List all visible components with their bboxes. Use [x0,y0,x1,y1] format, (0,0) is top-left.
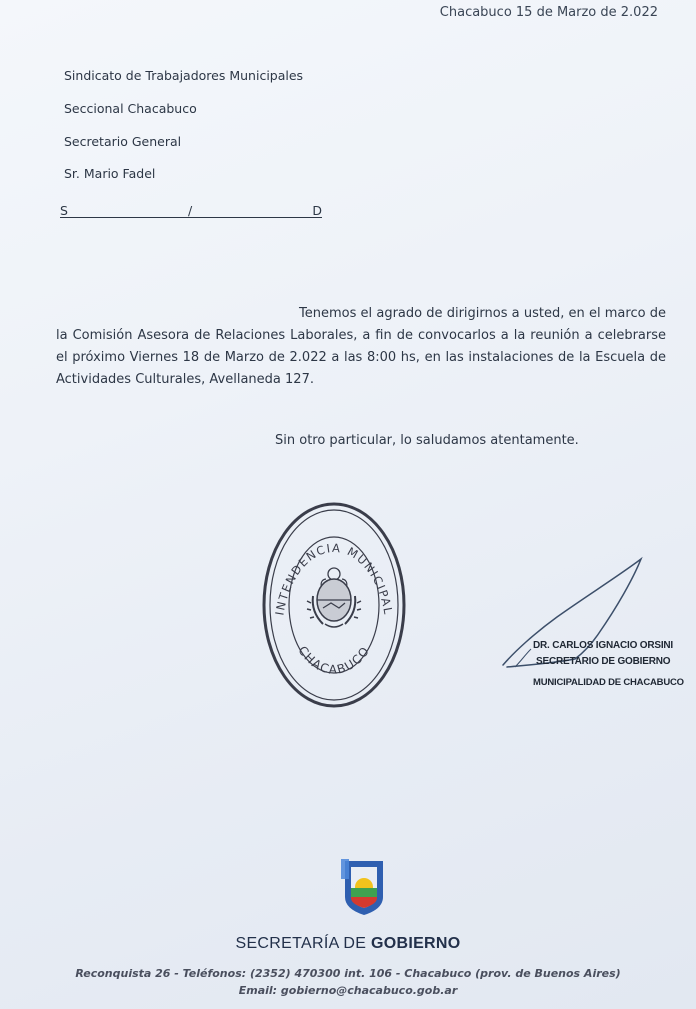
addressee-role: Secretario General [64,134,182,149]
municipal-seal-stamp [259,500,409,710]
sd-s-mark: S [60,203,68,218]
body-paragraph: Tenemos el agrado de dirigirnos a usted, en el marco de la Comisión Asesora de Relaciones Laborales, a fin de convocarlos a la reunión a celebrarse el próximo Viernes 18 de Marzo de 2.022 a las 8:00 hs, en las instalaciones de la Escuela de Actividades Culturales, Avellaneda 127. [56,306,666,387]
letter-body [56,303,666,391]
footer-email: Email: gobierno@chacabuco.gob.ar [238,984,458,997]
signature-block [533,638,684,691]
coat-of-arms-icon [307,568,361,627]
department-name: GOBIERNO [370,935,461,952]
addressee-name: Sr. Mario Fadel [64,166,156,181]
signer-organization: MUNICIPALIDAD DE CHACABUCO [533,677,684,688]
seal-top-text: INTENDENCIA MUNICIPAL [272,540,396,617]
signer-title: SECRETARIO DE GOBIERNO [536,656,671,667]
seal-bottom-text: CHACABUCO [295,643,373,677]
sd-slash-mark: / [188,203,193,218]
signer-name: DR. CARLOS IGNACIO ORSINI [533,640,674,651]
addressee-organization: Sindicato de Trabajadores Municipales [64,68,304,83]
letter-closing: Sin otro particular, lo saludamos atentamente. [275,433,579,448]
sd-d-mark: D [312,203,322,218]
department-title [0,935,696,953]
municipality-shield-logo-icon [339,857,389,919]
sd-line [60,203,322,219]
addressee-section: Seccional Chacabuco [64,101,197,116]
letter-date: Chacabuco 15 de Marzo de 2.022 [439,5,658,20]
department-prefix: SECRETARÍA DE [235,935,371,952]
sd-underline [60,217,322,218]
footer-address: Reconquista 26 - Teléfonos: (2352) 470300 int. 106 - Chacabuco (prov. de Buenos Aires) [75,967,621,980]
